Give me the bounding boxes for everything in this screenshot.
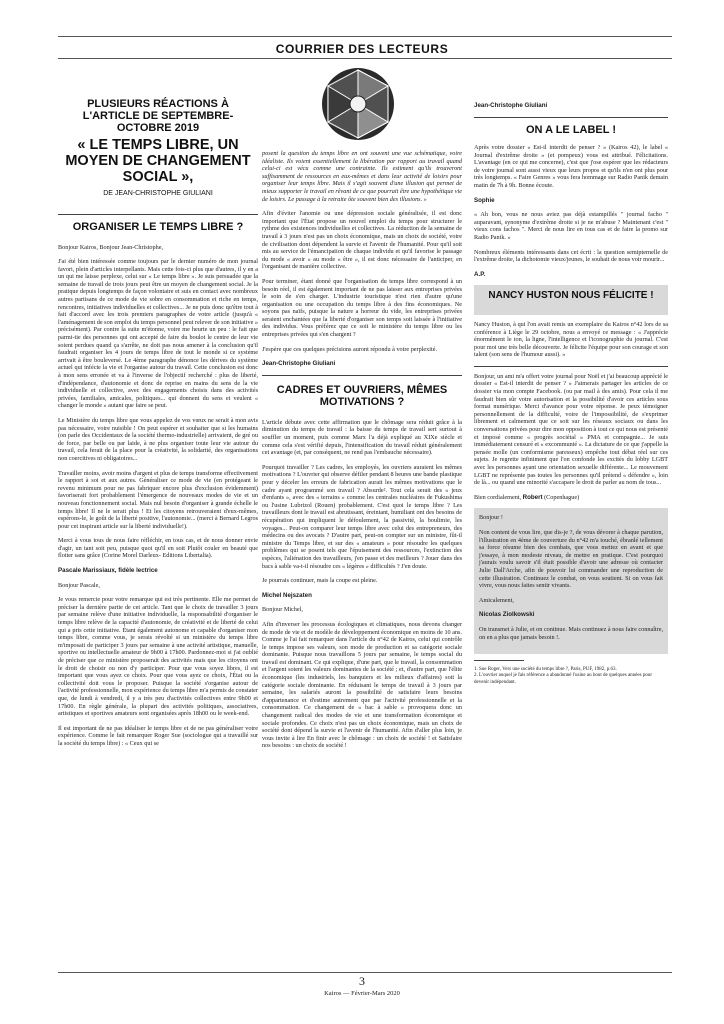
section-title: COURRIER DES LECTEURS	[275, 42, 449, 56]
letter1-p1: J'ai été bien intéressée comme toujours par le dernier numéro de mon journal favori, plein d'articles interpellants. Mais cette fois-ci plus que d'autres, il y en a un qui me laisse perplexe, celui sur « Le temps libre ». Je suis persuadée que la semaine de travail de trois jours peut être un moyen de changement social. Je la pratique depuis longtemps de façon volontaire et suis en contact avec nombreux autres partisans de ce mode de vie sobre en consommation et riche en temps, rencontres, initiatives individuelles et collectives... Je ne puis donc qu'être tout à fait d'accord avec les trois premiers paragraphes de votre article (jusqu'à « l'aménagement de son emploi du temps personnel peut relever de son initiative » précisément). Par contre la suite m'étonne, voire me heurte un peu : le fait que parmi-tie des personnes qui ont accepté de faire du boulot le centre de leur vie soient perdues quand ça s'arrête, ne doit pas nous amener à la conclusion qu'il faudrait organiser les 4 jours de temps libre de tout le monde si ce système arrivait à être bouleversé. Le 4ème paragraphe dénonce les dérives du système actuel qui infécte la vie et l'organise autour du travail. Cette conclusion est donc à mon sens erronée et va à l'inverse de l'objectif recherché : plus de liberté, d'indépendance, d'autonomie et donc de reprise en mains du sens de la vie individuelle et collective, avec des engagements choisis dans des activités privées, familiales, amicales, politiques... qui donnent du sens et veulent « changer le monde » autant que faire se peut.	[58, 258, 258, 410]
footnotes	[474, 667, 668, 686]
label-p3: Nombreux éléments intéressants dans cet écrit : la question semipternelle de l'extrême droite, la dichotomie vieux/jeunes, le souhait de nous voir mourir...	[474, 248, 668, 264]
huston-title: NANCY HUSTON NOUS FÉLICITE !	[488, 290, 654, 302]
letter1-greeting: Bonjour Kairos, Bonjour Jean-Christophe,	[58, 243, 164, 251]
header-rule-bottom	[58, 58, 672, 59]
col2-p1: posent la question du temps libre en ont souvent une vue schématique, voire idéaliste. Ils voient essentiellement la libération par rapport au travail quand celui-ci est vécu comme une contrainte. Ils estiment qu'ils trouveront suffisamment de ressources en eux-mêmes et dans leur activité de loisirs pour organiser leur temps libre. Mais il s'agit souvent d'une illusion qui permet de mieux supporter le travail en rêvant de ce que pourrait être une hypothétique vie de loisirs. Le passage à la retraite ôte souvent bien des illusions. »	[262, 150, 462, 203]
reply2-greeting: Bonjour Michel,	[262, 606, 303, 614]
letter1-p3: Travailler moins, avoir moins d'argent et plus de temps transforme effectivement le rapport à soi et aux autres. Généraliser ce mode de vie (en protégeant le revenu minimum pour ne pas fabriquer encore plus d'exclusion évidemment) favoriserait fort probablement l'émergence de nouveaux modes de vie et un nouveau fonctionnement social. Mais nul besoin d'organiser à grande échelle le temps libre! Il ne le serait plus ! Et les citoyens retrouveraient d'eux-mêmes, espérons-le, le goût de la liberté positive, l'autonomie... (merci à Bernard Legros pour cet inspirant article sur la liberté individuelle!).	[58, 469, 258, 530]
robert-p1: Bonjour, un ami m'a offert votre journal pour Noël et j'ai beaucoup apprécié le dossier « Est-il interdit de penser ? » J'aimerais partager les articles de ce dossier via mon compte Facebook. (ou par mail à des amis). Pour cela il me faudrait bien sûr votre autorisation et la possibilité d'avoir ces articles sous format numérique. Merci d'avance pour votre réponse. Je peux témoigner personnellement de la difficulté, voire de l'impossibilité, de s'exprimer librement et calmement que ce soit sur les réseaux sociaux ou dans les conversations privées pour dire mon opposition à tout ce qui nous est présenté et imposé comme « progrès sociétal » PMA et compagnie... Je suis immédiatement censuré et « excommunié ». La dictature de ce que j'appelle la pensée molle (un conformisme paresseux) empêche tout débat réel sur ces sujets. Je regrette infiniment que l'on confonde les excités du lobby LGBT avec les personnes ayant une orientation sexuelle différente... Le mouvement LGBT ne représente pas toutes les personnes qu'il prétend « défendre », loin de là... ou quand une minorité s'accapare le droit de parler au nom de tous...	[474, 372, 668, 487]
letter1-signature: Pascale Marissiaux, fidèle lectrice	[58, 567, 158, 575]
column-3	[474, 98, 668, 686]
reply3-p1: Non content de vous lire, que dis-je ?, de vous dévorer à chaque parution, l'illustration en 4ème de couverture du n°42 m'a touché, ébranlé tellement sa force résume bien des combats, que vous mettez en avant et que j'essaye, à mon modeste niveau, de mettre en pratique. C'est pourquoi j'aurais voulu savoir s'il était possible d'avoir une adresse où contacter Julie Dall'Arche, afin de pouvoir lui commander une reproduction de cette illustration. Continuez le combat, on vous soutient. Si on vous fait vivre, vous nous faites sentir vivants.	[479, 528, 663, 590]
label-signature-1: Sophie	[474, 196, 495, 204]
letter2-rule	[262, 375, 462, 376]
huston-title-box	[474, 285, 668, 315]
label-rule	[474, 117, 668, 118]
reply3-greeting: Bonjour !	[479, 514, 503, 522]
label-signature-2: A.P.	[474, 270, 486, 278]
footnote-1: 1. Sue Roger, Vers une société du temps libre ?, Paris, PUF, 1982, p.63.	[474, 667, 617, 673]
footer-publication: Kairos — Février-Mars 2020	[324, 990, 400, 997]
label-p2: « Ah bon, vous ne nous aviez pas déjà estampillés " journal facho " auparavant, synonyme d'extrême droite si je ne m'abuse ? Maintenant c'est " vieux cons fachos ". Merci de nous lire en tous cas et de faire la promo sur Radio Panik. »	[474, 211, 668, 242]
col2-p3: Pour terminer, étant donné que l'organisation du temps libre correspond à un besoin réel, il est également important de ne pas laisser aux entreprises privées le soin de s'en charger. L'industrie touristique n'est rien d'autre qu'une organisation ou une occupation du temps libre à des fins économiques. Ne soyons pas naïfs, puisque la nature a horreur du vide, les entreprises privées seraient enchantées que la liberté d'organiser son temps soit laissée à l'initiative des individus. Vous préférez que ce soit le ministère du temps libre ou les entreprises privées qui s'en chargent ?	[262, 277, 462, 339]
label-p1: Après votre dossier « Est-il interdit de penser ? » (Kairos 42), le label « Journal d'extrême droite » (et pompeux) vous est attribué. Félicitations. L'avantage (en ce qui me concerne), c'est que j'ose espérer que les rédacteurs de votre journal sont aussi vieux que leurs propos et qu'ils n'en ont plus pour très longtemps. « Faire Genres » vous fera hommage sur Radio Panik demain matin de 7h à 9h. Bonne écoute.	[474, 144, 668, 190]
letter1-p2: Le Ministère du temps libre que vous appelez de vos vœux ne serait à mon avis pas nécessaire, voire nuisible ! On peut espérer et souhaiter que si les humains (on parle des Occidentaux de la société thermo-industrielle) arrivaient, de gré ou de force, par belle ou par laide, à ne plus organiser toute leur vie autour du travail, cela ferait de la place pour la créativité, la solidarité, des organisations non coercitives ni obligatoires...	[58, 416, 258, 462]
col2-p4: J'espère que ces quelques précisions auront répondu à votre perplexité.	[262, 345, 437, 353]
letter1-p4: Merci à vous tous de nous faire réfléchir, en tous cas, et de nous donner envie d'agir, un tant soit peu, puisque quoi qu'il en soit Plutôt couler en beauté que flotter sans grâce (Corine Morel Darleux- Editions Libertalia).	[58, 537, 258, 560]
col2-p2: Afin d'éviter l'anomie ou une dépression sociale généralisée, il est donc important que l'État propose un nouvel emploi du temps pour structurer le rythme des existences individuelles et collectives. La réduction de la semaine de travail à 3 jours n'est pas un choix économique, mais un choix de société, voire de civilisation dont dépendent la survie et l'avenir de l'humanité. Pour qu'il soit mis au service de l'émancipation de chaque individu et qu'il favorise le passage du mode « avoir » au mode « être », il est donc nécessaire de l'anticiper, en l'organisant de manière collective.	[262, 210, 462, 271]
column-2	[262, 150, 462, 757]
reply2-signature: Jean-Christophe Giuliani	[474, 102, 548, 109]
geometric-illustration	[318, 64, 398, 144]
reply1-greeting: Bonjour Pascale,	[58, 581, 100, 589]
letter2-p3: Je pourrais continuer, mais la coupe est pleine.	[262, 577, 378, 585]
robert-closing: Bien cordialement,	[474, 493, 522, 501]
reply3-reply: On transmet à Julie, et on continue. Mais continuez à nous faire connaître, on en a plus que jamais besoin !.	[479, 625, 663, 641]
title-rule	[58, 214, 258, 215]
polyhedron-icon	[318, 64, 398, 144]
label-title: ON A LE LABEL !	[525, 123, 617, 136]
huston-p1: Nancy Huston, à qui l'on avait remis un exemplaire du Kairos n°42 lors de sa conférence à Liège le 29 octobre, nous a envoyé ce message : « J'apprécie énormément le ton, la ligne, l'intelligence et l'iconographie du journal. C'est pour moi une très belle découverte. Je félicite l'équipe pour son courage et son talent (son sens de l'humour aussi). »	[474, 320, 668, 359]
footnote-rule	[474, 660, 524, 661]
footer-rule	[58, 972, 672, 973]
column-1	[58, 98, 258, 755]
headline-byline: DE JEAN-CHRISTOPHE GIULIANI	[103, 190, 213, 197]
footnote-2: 2. L'ouvrier auquel je fais référence a abandonné l'usine au bout de quelques années pour devenir indépendant.	[474, 673, 652, 685]
reply1-p1: Je vous remercie pour votre remarque qui est très pertinente. Elle me permet de préciser la dernière partie de cet article. Tant que le choix de travailler 3 jours par semaine relève d'une initiative individuelle, la responsabilité d'organiser le temps libre relève de la capacité d'autonomie, de créativité et de liberté de celui qui a pris cette initiative. Étant également autonome et capable d'organiser mon temps libre, comme vous, je serais révolté si un ministère du temps libre m'imposait de participer 3 jours par semaine à une activité artistique, manuelle, sportive ou intellectuelle amateur de 9h00 à 17h00. Pardonnez-moi si j'ai oublié de préciser que ce ministère proposerait des activités mais que les citoyens ont le droit de choisir ou non d'y participer. Pour que vous soyez libres, il est important que vous ayez ce choix. Pour que vous ayez ce choix, l'État ou la collectivité doit vous le proposer. Puisque la société s'organise autour de l'activité professionnelle, mon expérience du temps libre m'a permis de constater que, de lundi à vendredi, il y a très peu d'activités collectives entre 9h00 et 17h00. En règle générale, la plupart des activités politiques, associatives, artistiques et sportives amateurs sont organisées après 18h00 ou le week-end.	[58, 596, 258, 718]
robert-signature: Robert	[522, 493, 543, 501]
letter2-signature: Michel Nejszaten	[262, 591, 312, 599]
robert-rule	[474, 366, 668, 367]
letter2-p1: L'article débute avec cette affirmation que le chômage sera réduit grâce à la diminution du temps de travail : la baisse du temps de travail sert surtout à souffler un moment, puis comme Marx l'a déjà expliqué au XIXe siècle et comme cela s'est vérifié depuis, l'intensification du travail réduit généralement cet avantage (et, par conséquent, ne rend pas l'embauche nécessaire).	[262, 418, 462, 457]
headline-main: « LE TEMPS LIBRE, UN MOYEN DE CHANGEMENT SOCIAL »,	[65, 137, 251, 185]
reply3-signature: Nicolas Ziolkowski	[479, 611, 535, 619]
page-number: 3	[359, 974, 365, 988]
reply3-closing: Amicalement,	[479, 596, 514, 604]
header-rule	[58, 36, 672, 37]
reply3-box	[474, 508, 668, 654]
col2-signature: Jean-Christophe Giuliani	[262, 360, 336, 368]
reply1-p2: Il est important de ne pas idéaliser le temps libre et de ne pas généraliser votre expérience. Comme le fait remarquer Roger Sue (sociologue qui a travaillé sur la société du temps libre) : « Ceux qui se	[58, 724, 258, 747]
reply2-p1: Afin d'inverser les processus écologiques et climatiques, nous devons changer de mode de vie et de modèle de développement économique en moins de 10 ans. Comme je l'ai fait remarquer dans l'article du n°42 de Kairos, celui qui contrôle le temps impose ses valeurs, son mode de production et sa catégorie sociale dominante. Puisque nous travaillons 5 jours par semaine, le temps social du travail est dominant. Ce qui explique, d'une part, que le travail, la consommation et l'argent soient les valeurs dominantes de la société ; et, d'autre part, que l'élite économique (les industriels, les banquiers et les milieux d'affaires) soit la catégorie sociale dominante. En réduisant le temps de travail à 3 jours par semaine, les salariés auront la possibilité de satisfaire leurs besoins d'appartenance et d'estime autrement que par l'activité professionnelle et la consommation. Ce changement de « bac à sable » provoquera donc un changement radical des modes de vie et une transformation économique et sociale profondes. Ce choix n'est pas un choix économique, mais un choix de société dont dépend la survie et l'avenir de l'humanité. Afin d'aller plus loin, je vous invite à lire En finir avec le chômage : un choix de société ! et Satisfaire nos besoins : un choix de société !	[262, 620, 462, 750]
headline-small: PLUSIEURS RÉACTIONS À L'ARTICLE DE SEPTEMBRE-OCTOBRE 2019	[82, 98, 234, 134]
letter2-p2: Pourquoi travailler ? Les cadres, les employés, les ouvriers auraient les mêmes motivations ? L'ouvrier qui observe défiler pendant 8 heures une bande plastique pour y déceler les erreurs de fabrication aurait les mêmes motivations que le cadre ayant programmé son travail ? Absurde². Tout cela serait des « jeux d'enfants », avec des « terrains » comme les centrales nucléaires de Fukushima ou l'usine Lubrizol (Rouen) probablement. C'est quoi le temps libre ? Les travailleurs dont le travail est abrutissant, éreintant, humiliant ont des besoins de récupération qui impliquent le défoulement, la passivité, la boulimie, les voyages... Peut-on comparer leur temps libre avec celui des entrepreneurs, des médecins ou des avocats ? D'autre part, peut-on compter sur un ministre, fût-il ministre du Temps libre, et sur des « amateurs » pour résoudre les quelques problèmes qui se posent tels que l'épuisement des ressources, l'extinction des espèces, l'aliénation des travailleurs, j'en passe et des meilleurs ? Jouer dans des bacs à sable va-t-il résoudre ces « légères » difficultés ? J'en doute.	[262, 463, 462, 570]
robert-location: (Copenhague)	[544, 493, 580, 501]
robert-closing-line	[474, 494, 668, 502]
letter1-title: ORGANISER LE TEMPS LIBRE ?	[72, 221, 244, 233]
letter2-title: CADRES ET OUVRIERS, MÊMES MOTIVATIONS ?	[276, 383, 448, 409]
